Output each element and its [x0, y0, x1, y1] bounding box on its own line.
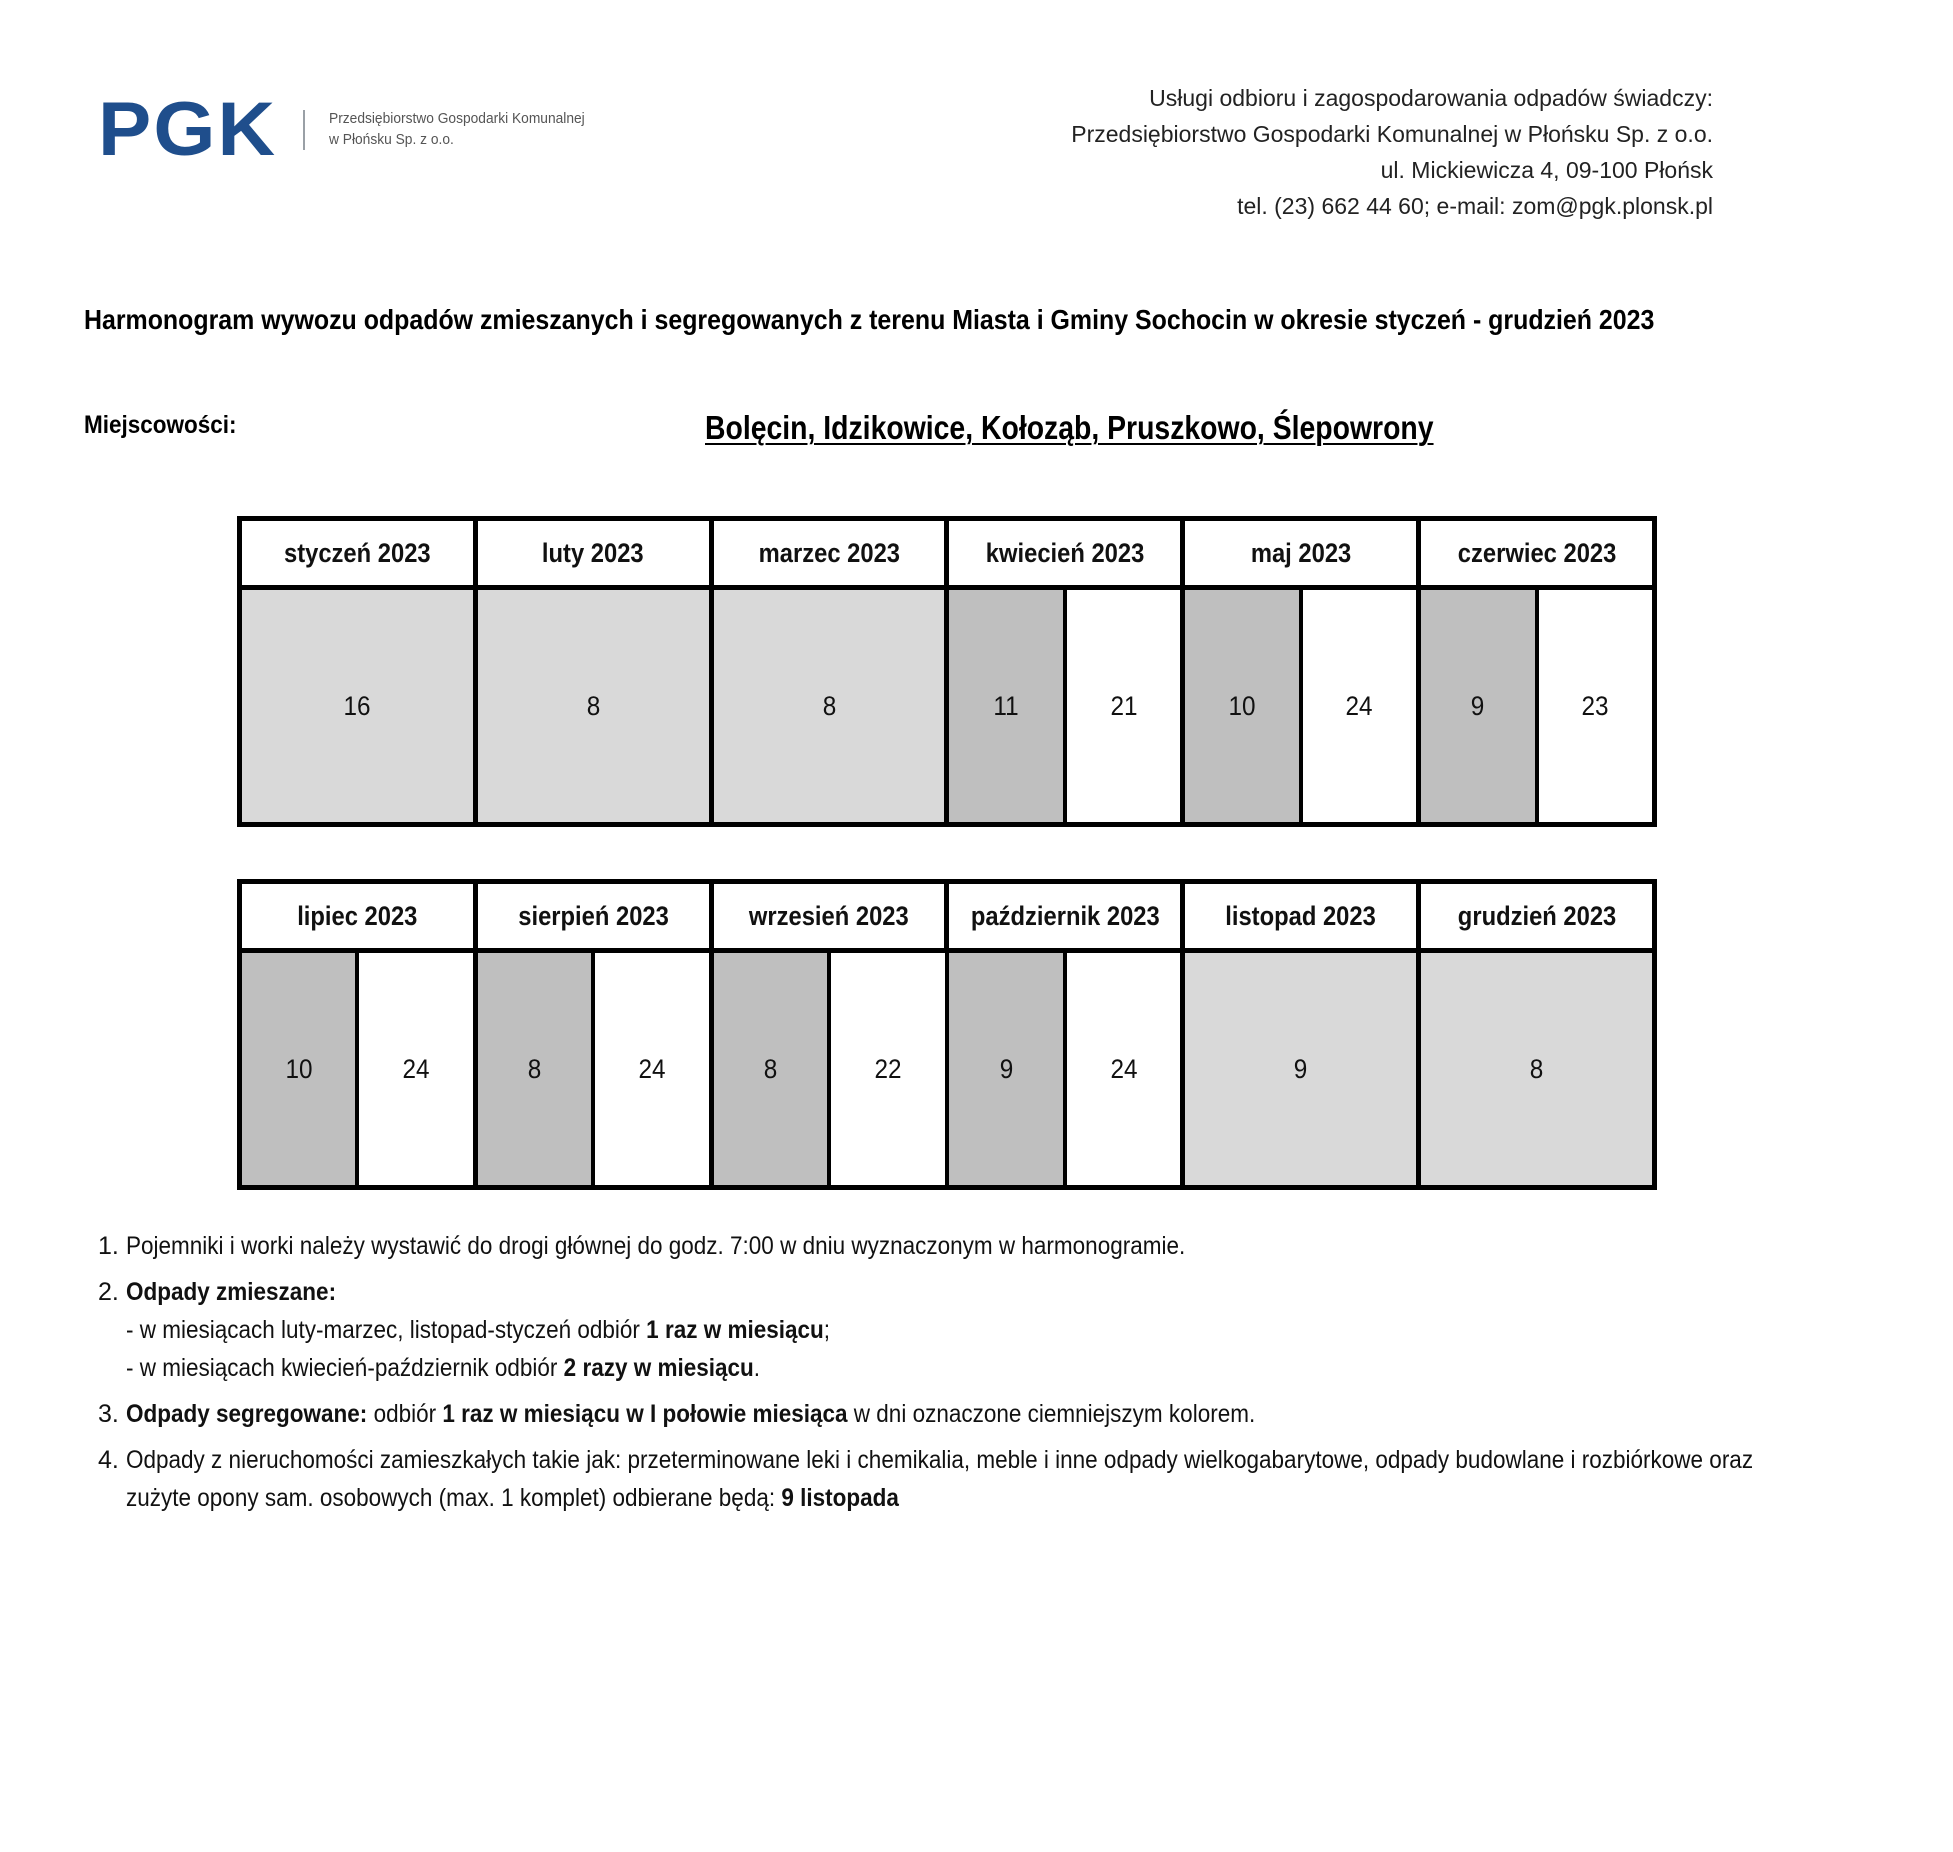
note-item — [98, 1395, 1818, 1433]
note-text-part: zużyte opony sam. osobowych (max. 1 komplet) odbierane będą: — [126, 1484, 782, 1512]
month-name: luty 2023 — [542, 537, 645, 568]
month-days — [478, 590, 709, 822]
note-text — [126, 1395, 1255, 1433]
month-name: maj 2023 — [1250, 537, 1351, 568]
day-number: 9 — [1293, 1053, 1308, 1084]
month-days — [714, 590, 945, 822]
note-emphasis: 1 raz w miesiącu w I połowie miesiąca — [442, 1400, 848, 1428]
month-header — [949, 884, 1180, 948]
note-text — [126, 1273, 830, 1387]
note-heading: Odpady segregowane: — [126, 1400, 368, 1428]
locations-value: Bolęcin, Idzikowice, Kołoząb, Pruszkowo, Ślepowrony — [705, 409, 1434, 446]
note-item — [98, 1227, 1818, 1265]
note-text: Pojemniki i worki należy wystawić do drogi głównej do godz. 7:00 w dniu wyznaczonym w harmonogramie. — [126, 1232, 1186, 1260]
month-days — [242, 953, 473, 1185]
day-number: 22 — [874, 1053, 902, 1084]
note-item — [98, 1273, 1818, 1387]
month-name: czerwiec 2023 — [1457, 537, 1616, 568]
note-text-part: Odpady z nieruchomości zamieszkałych takie jak: przeterminowane leki i chemikalia, meble i inne odpady wielkogabarytowe, odpady budowlane i rozbiórkowe oraz — [126, 1446, 1754, 1474]
month-header — [478, 884, 709, 948]
month-header — [714, 884, 945, 948]
note-emphasis: 1 raz w miesiącu — [646, 1316, 824, 1344]
day-number: 10 — [1228, 690, 1256, 721]
pickup-day — [1303, 590, 1416, 822]
contact-line-3: ul. Mickiewicza 4, 09-100 Płońsk — [1380, 157, 1713, 183]
note-number: 1. — [98, 1232, 119, 1260]
day-number: 24 — [1345, 690, 1373, 721]
pickup-day — [1539, 590, 1652, 822]
contact-line-4: tel. (23) 662 44 60; e-mail: zom@pgk.plonsk.pl — [1237, 193, 1713, 219]
pickup-day — [831, 953, 944, 1185]
pickup-day-segregated — [714, 953, 827, 1185]
pickup-day — [714, 590, 945, 822]
note-text-part: . — [753, 1354, 761, 1382]
pickup-day — [242, 590, 473, 822]
pickup-day — [359, 953, 472, 1185]
day-number: 8 — [1529, 1053, 1544, 1084]
month-name: kwiecień 2023 — [985, 537, 1145, 568]
day-number: 8 — [586, 690, 600, 721]
pickup-day — [1067, 953, 1180, 1185]
month-header — [242, 884, 473, 948]
notes-list — [98, 1227, 1818, 1525]
logo-mark: PGK — [98, 87, 278, 172]
note-number: 2. — [98, 1278, 119, 1306]
page-title: Harmonogram wywozu odpadów zmieszanych i segregowanych z terenu Miasta i Gminy Sochocin w okresie styczeń - grudzień 2023 — [84, 304, 1655, 335]
month-name: marzec 2023 — [758, 537, 900, 568]
month-name: sierpień 2023 — [517, 900, 669, 931]
month-header — [1185, 884, 1416, 948]
month-name: listopad 2023 — [1225, 900, 1377, 931]
month-name: wrzesień 2023 — [749, 900, 909, 931]
schedule-table-jul-dec — [237, 879, 1657, 1190]
day-number: 8 — [527, 1053, 542, 1084]
month-days — [949, 953, 1180, 1185]
note-item — [98, 1441, 1818, 1517]
month-name: styczeń 2023 — [284, 537, 431, 568]
day-number: 8 — [822, 690, 836, 721]
pickup-day-segregated — [949, 590, 1062, 822]
month-header — [714, 521, 945, 585]
logo-divider — [303, 110, 305, 150]
month-header — [1185, 521, 1416, 585]
day-number: 24 — [402, 1053, 430, 1084]
logo-line-1: Przedsiębiorstwo Gospodarki Komunalnej — [328, 111, 585, 127]
month-header — [1421, 884, 1652, 948]
month-days — [714, 953, 945, 1185]
month-header — [242, 521, 473, 585]
day-number: 9 — [999, 1053, 1013, 1084]
day-number: 24 — [1110, 1053, 1138, 1084]
day-number: 23 — [1581, 690, 1609, 721]
month-days — [1185, 590, 1416, 822]
day-number: 16 — [343, 690, 371, 721]
note-text-part: odbiór — [367, 1400, 443, 1428]
month-header — [1421, 521, 1652, 585]
month-days — [478, 953, 709, 1185]
pickup-day — [1185, 953, 1416, 1185]
day-number: 9 — [1471, 690, 1485, 721]
note-emphasis: 2 razy w miesiącu — [563, 1354, 754, 1382]
month-days — [1185, 953, 1416, 1185]
pickup-day-segregated — [1421, 590, 1534, 822]
logo-line-2: w Płońsku Sp. z o.o. — [328, 132, 454, 148]
note-number: 3. — [98, 1400, 119, 1428]
month-days — [1421, 590, 1652, 822]
schedule-table-jan-jun — [237, 516, 1657, 827]
note-text-part: ; — [823, 1316, 831, 1344]
contact-block — [1013, 80, 1713, 224]
month-days — [949, 590, 1180, 822]
day-number: 24 — [638, 1053, 666, 1084]
note-emphasis: 9 listopada — [781, 1484, 899, 1512]
month-header — [949, 521, 1180, 585]
pickup-day — [1421, 953, 1652, 1185]
day-number: 11 — [993, 690, 1019, 721]
month-name: grudzień 2023 — [1457, 900, 1616, 931]
month-name: październik 2023 — [970, 900, 1160, 931]
note-text-part: - w miesiącach kwiecień-październik odbiór — [126, 1354, 564, 1382]
note-text-part: - w miesiącach luty-marzec, listopad-styczeń odbiór — [126, 1316, 647, 1344]
contact-line-2: Przedsiębiorstwo Gospodarki Komunalnej w Płońsku Sp. z o.o. — [1071, 121, 1713, 147]
pickup-day — [1067, 590, 1180, 822]
locations-label: Miejscowości: — [84, 411, 237, 439]
day-number: 10 — [285, 1053, 313, 1084]
day-number: 21 — [1110, 690, 1138, 721]
pickup-day-segregated — [949, 953, 1062, 1185]
day-number: 8 — [763, 1053, 778, 1084]
month-days — [1421, 953, 1652, 1185]
month-header — [478, 521, 709, 585]
note-text-part: w dni oznaczone ciemniejszym kolorem. — [847, 1400, 1256, 1428]
logo-company-name — [329, 109, 585, 151]
pickup-day-segregated — [242, 953, 355, 1185]
pickup-day — [478, 590, 709, 822]
pickup-day-segregated — [478, 953, 591, 1185]
contact-line-1: Usługi odbioru i zagospodarowania odpadów świadczy: — [1149, 85, 1713, 111]
month-name: lipiec 2023 — [297, 900, 418, 931]
month-days — [242, 590, 473, 822]
note-number: 4. — [98, 1446, 119, 1474]
pickup-day — [595, 953, 708, 1185]
note-text — [126, 1441, 1753, 1517]
pickup-day-segregated — [1185, 590, 1298, 822]
pgk-logo — [98, 87, 598, 172]
note-heading: Odpady zmieszane: — [126, 1278, 337, 1306]
